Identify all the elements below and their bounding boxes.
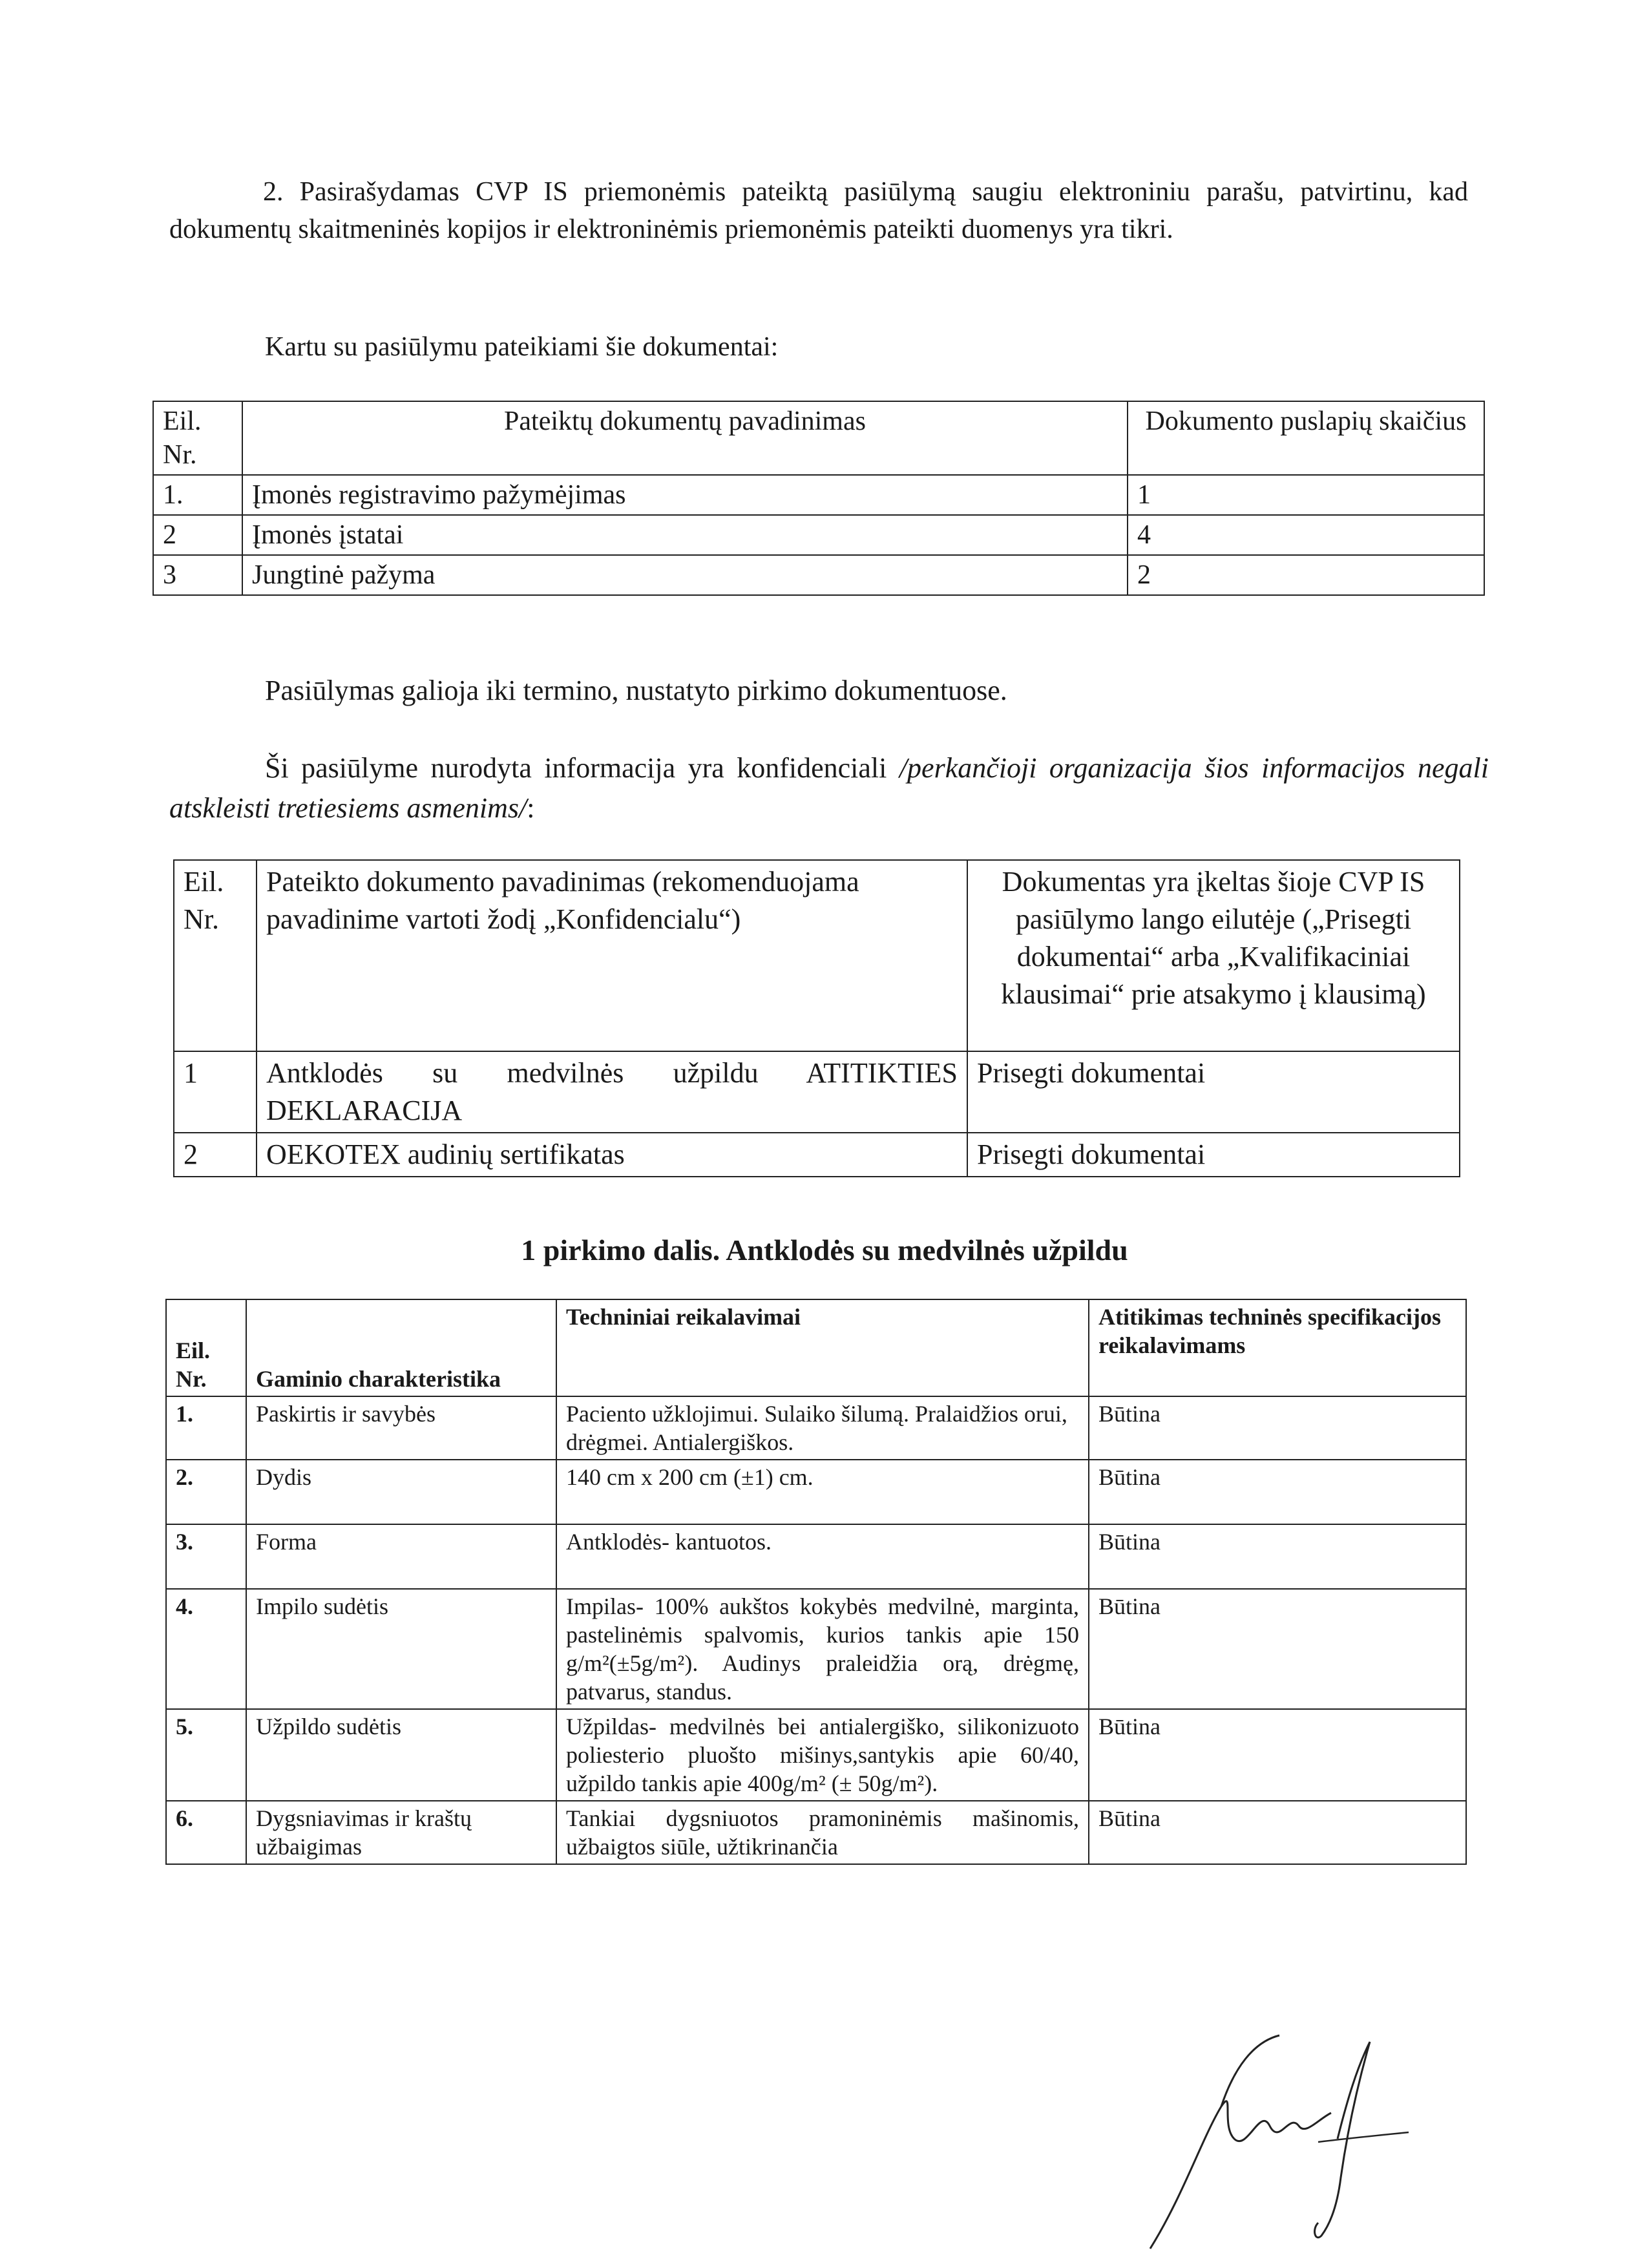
validity-text: Pasiūlymas galioja iki termino, nustatyto pirkimo dokumentuose. <box>265 675 1007 706</box>
row-nr: 5. <box>166 1709 246 1801</box>
row-characteristic: Forma <box>246 1524 556 1589</box>
header-requirements: Techniniai reikalavimai <box>556 1299 1089 1396</box>
header-compliance: Atitikimas techninės specifikacijos reikalavimams <box>1089 1299 1466 1396</box>
table-row <box>174 1051 1460 1133</box>
confidential-regular: Ši pasiūlyme nurodyta informacija yra konfidenciali <box>265 752 899 784</box>
row-doc-name: Įmonės įstatai <box>242 515 1128 555</box>
confidential-end: : <box>527 792 535 824</box>
row-requirement: Tankiai dygsniuotos pramoninėmis mašinomis, užbaigtos siūle, užtikrinančia <box>556 1801 1089 1864</box>
table-row <box>153 475 1484 515</box>
row-compliance: Būtina <box>1089 1396 1466 1460</box>
row-nr: 2 <box>153 515 242 555</box>
row-requirement: Impilas- 100% aukštos kokybės medvilnė, marginta, pastelinėmis spalvomis, kurios tankis apie 150 g/m²(±5g/m²). Audinys praleidžia orą, drėgmę, patvarus, standus. <box>556 1589 1089 1709</box>
row-compliance: Būtina <box>1089 1460 1466 1524</box>
row-requirement: Užpildas- medvilnės bei antialergiško, silikonizuoto poliesterio pluošto mišinys,santykis apie 60/40, užpildo tankis apie 400g/m² (± 50g/m²). <box>556 1709 1089 1801</box>
row-nr: 6. <box>166 1801 246 1864</box>
confidential-table-header <box>174 860 1460 1051</box>
table-row <box>174 1133 1460 1177</box>
table-row <box>166 1589 1466 1709</box>
row-nr: 4. <box>166 1589 246 1709</box>
row-compliance: Būtina <box>1089 1709 1466 1801</box>
documents-table-header <box>153 401 1484 475</box>
header-location: Dokumentas yra įkeltas šioje CVP IS pasiūlymo lango eilutėje („Prisegti dokumentai“ arba „Kvalifikaciniai klausimai“ prie atsakymo į klausimą) <box>967 860 1460 1051</box>
row-doc-name: Jungtinė pažyma <box>242 555 1128 595</box>
confidential-text <box>169 748 1489 828</box>
row-pages: 2 <box>1128 555 1484 595</box>
row-characteristic: Užpildo sudėtis <box>246 1709 556 1801</box>
row-pages: 4 <box>1128 515 1484 555</box>
row-compliance: Būtina <box>1089 1801 1466 1864</box>
row-nr: 3. <box>166 1524 246 1589</box>
intro-paragraph: 2. Pasirašydamas CVP IS priemonėmis pateiktą pasiūlymą saugiu elektroniniu parašu, patvirtinu, kad dokumentų skaitmeninės kopijos ir elektroninėmis priemonėmis pateikti duomenys yra tikri. <box>169 177 1468 244</box>
header-doc-name: Pateiktų dokumentų pavadinimas <box>242 401 1128 475</box>
row-nr: 1 <box>174 1051 257 1133</box>
spec-table-header <box>166 1299 1466 1396</box>
spec-table <box>165 1299 1467 1865</box>
table-row <box>166 1709 1466 1801</box>
row-requirement: Paciento užklojimui. Sulaiko šilumą. Pralaidžios orui, drėgmei. Antialergiškos. <box>556 1396 1089 1460</box>
row-characteristic: Paskirtis ir savybės <box>246 1396 556 1460</box>
row-doc-title: OEKOTEX audinių sertifikatas <box>257 1133 967 1177</box>
row-characteristic: Impilo sudėtis <box>246 1589 556 1709</box>
row-nr: 1. <box>153 475 242 515</box>
row-requirement: Antklodės- kantuotos. <box>556 1524 1089 1589</box>
table-row <box>153 515 1484 555</box>
header-pages: Dokumento puslapių skaičius <box>1128 401 1484 475</box>
confidential-table <box>173 859 1460 1177</box>
row-characteristic: Dydis <box>246 1460 556 1524</box>
row-nr: 3 <box>153 555 242 595</box>
row-doc-name: Įmonės registravimo pažymėjimas <box>242 475 1128 515</box>
header-nr: Eil. Nr. <box>174 860 257 1051</box>
row-doc-title: Antklodės su medvilnės užpildu ATITIKTIES DEKLARACIJA <box>257 1051 967 1133</box>
row-nr: 2 <box>174 1133 257 1177</box>
header-nr: Eil. Nr. <box>153 401 242 475</box>
row-compliance: Būtina <box>1089 1524 1466 1589</box>
row-nr: 1. <box>166 1396 246 1460</box>
row-pages: 1 <box>1128 475 1484 515</box>
row-nr: 2. <box>166 1460 246 1524</box>
signature-image <box>1124 2029 1422 2262</box>
row-location: Prisegti dokumentai <box>967 1051 1460 1133</box>
table-row <box>166 1396 1466 1460</box>
header-characteristic: Gaminio charakteristika <box>246 1299 556 1396</box>
header-doc-title: Pateikto dokumento pavadinimas (rekomenduojama pavadinime vartoti žodį „Konfidencialu“) <box>257 860 967 1051</box>
attached-documents-label: Kartu su pasiūlymu pateikiami šie dokumentai: <box>265 332 779 362</box>
row-compliance: Būtina <box>1089 1589 1466 1709</box>
table-row <box>166 1801 1466 1864</box>
section-title: 1 pirkimo dalis. Antklodės su medvilnės užpildu <box>521 1234 1128 1266</box>
table-row <box>166 1460 1466 1524</box>
documents-table <box>152 401 1485 596</box>
row-location: Prisegti dokumentai <box>967 1133 1460 1177</box>
row-characteristic: Dygsniavimas ir kraštų užbaigimas <box>246 1801 556 1864</box>
row-requirement: 140 cm x 200 cm (±1) cm. <box>556 1460 1089 1524</box>
table-row <box>153 555 1484 595</box>
table-row <box>166 1524 1466 1589</box>
header-nr: Eil. Nr. <box>166 1299 246 1396</box>
confidential-italic: /perkančioji organizacija šios informacijos negali atskleisti tretiesiems asmenims/ <box>169 752 1489 824</box>
